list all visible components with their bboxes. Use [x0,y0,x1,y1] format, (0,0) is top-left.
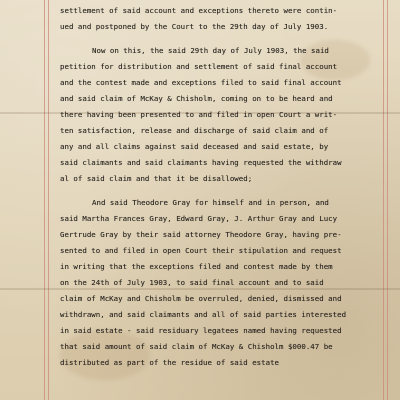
text-line: in writing that the exceptions filed and contest made by them [60,262,333,271]
text-line: al of said claim and that it be disallowed; [60,174,253,183]
right-margin-rule [383,0,384,400]
text-line: distributed as part of the residue of said estate [60,358,280,367]
text-line: Gertrude Gray by their said attorney Theodore Gray, having pre- [60,230,342,239]
text-line: there having been presented to and filed in open Court a writ- [60,110,338,119]
text-line: on the 24th of July 1903, to said final account and to said [60,278,324,287]
text-line: that said amount of said claim of McKay & Chisholm $000.47 be [60,342,333,351]
text-line: Now on this, the said 29th day of July 1903, the said [92,46,329,55]
text-line: any and all claims against said deceased and said estate, by [60,142,329,151]
text-line: in said estate - said residuary legatees named having requested [60,326,342,335]
left-margin-rule-inner [48,0,49,400]
text-line: said Martha Frances Gray, Edward Gray, J. Arthur Gray and Lucy [60,214,338,223]
text-line: And said Theodore Gray for himself and in person, and [92,198,329,207]
right-margin-rule-outer [387,0,388,400]
text-line: ued and postponed by the Court to the 29th day of July 1903. [60,22,329,31]
text-line: said claimants and said claimants having requested the withdraw [60,158,342,167]
text-line: and the contest made and exceptions filed to said final account [60,78,342,87]
text-line: ten satisfaction, release and discharge of said claim and of [60,126,329,135]
text-line: and said claim of McKay & Chisholm, coming on to be heard and [60,94,333,103]
document-body [50,3,382,371]
text-line: withdrawn, and said claimants and all of said parties interested [60,310,347,319]
text-line: sented to and filed in open Court their stipulation and request [60,246,342,255]
text-line: petition for distribution and settlement of said final account [60,62,338,71]
text-line: claim of McKay and Chisholm be overruled, denied, dismissed and [60,294,342,303]
left-margin-rule [44,0,45,400]
text-line: settlement of said account and exceptions thereto were contin- [60,6,338,15]
